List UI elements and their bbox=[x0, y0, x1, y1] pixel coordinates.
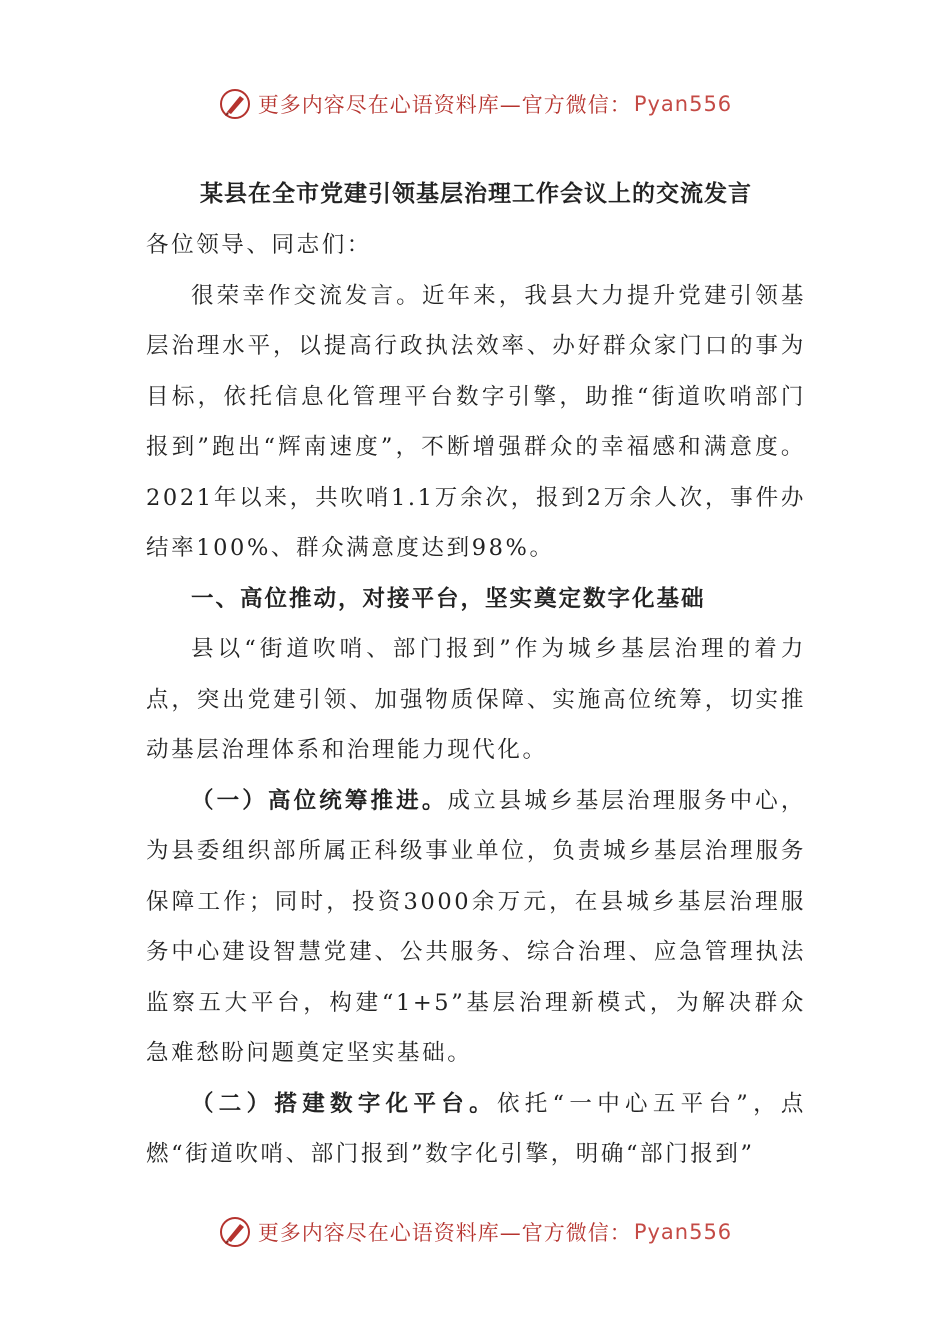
document-body bbox=[146, 172, 806, 1180]
banner-wechat-id: Pyan556 bbox=[633, 1220, 733, 1244]
banner-wechat-id: Pyan556 bbox=[633, 92, 733, 116]
item-2-paragraph bbox=[146, 1079, 806, 1180]
pen-logo-icon bbox=[218, 87, 252, 121]
watermark-banner-bottom bbox=[0, 1210, 950, 1254]
item-2-lead: （二）搭建数字化平台。 bbox=[191, 1090, 497, 1117]
item-2-text: 依托“一中心五平台”，点燃“街道吹哨、部门报到”数字化引擎，明确“部门报到” bbox=[146, 1090, 806, 1167]
item-1-paragraph bbox=[146, 776, 806, 1079]
section-1-paragraph: 县以“街道吹哨、部门报到”作为城乡基层治理的着力点，突出党建引领、加强物质保障、实施高位统筹，切实推动基层治理体系和治理能力现代化。 bbox=[146, 636, 806, 763]
item-1-lead: （一）高位统筹推进。 bbox=[191, 787, 448, 814]
intro-paragraph: 很荣幸作交流发言。近年来，我县大力提升党建引领基层治理水平，以提高行政执法效率、办好群众家门口的事为目标，依托信息化管理平台数字引擎，助推“街道吹哨部门报到”跑出“辉南速度”，不断增强群众的幸福感和满意度。2021年以来，共吹哨1.1万余次，报到2万余人次，事件办结率100%、群众满意度达到98%。 bbox=[146, 282, 806, 561]
banner-text: 更多内容尽在心语资料库—官方微信： bbox=[257, 93, 632, 117]
watermark-banner-top bbox=[0, 82, 950, 126]
banner-text: 更多内容尽在心语资料库—官方微信： bbox=[257, 1221, 632, 1245]
pen-logo-icon bbox=[218, 1215, 252, 1249]
document-title: 某县在全市党建引领基层治理工作会议上的交流发言 bbox=[200, 180, 752, 207]
section-1-heading: 一、高位推动，对接平台，坚实奠定数字化基础 bbox=[191, 585, 706, 612]
greeting: 各位领导、同志们： bbox=[146, 232, 372, 258]
item-1-text: 成立县城乡基层治理服务中心，为县委组织部所属正科级事业单位，负责城乡基层治理服务保障工作；同时，投资3000余万元，在县城乡基层治理服务中心建设智慧党建、公共服务、综合治理、应急管理执法监察五大平台，构建“1+5”基层治理新模式，为解决群众急难愁盼问题奠定坚实基础。 bbox=[146, 787, 806, 1066]
